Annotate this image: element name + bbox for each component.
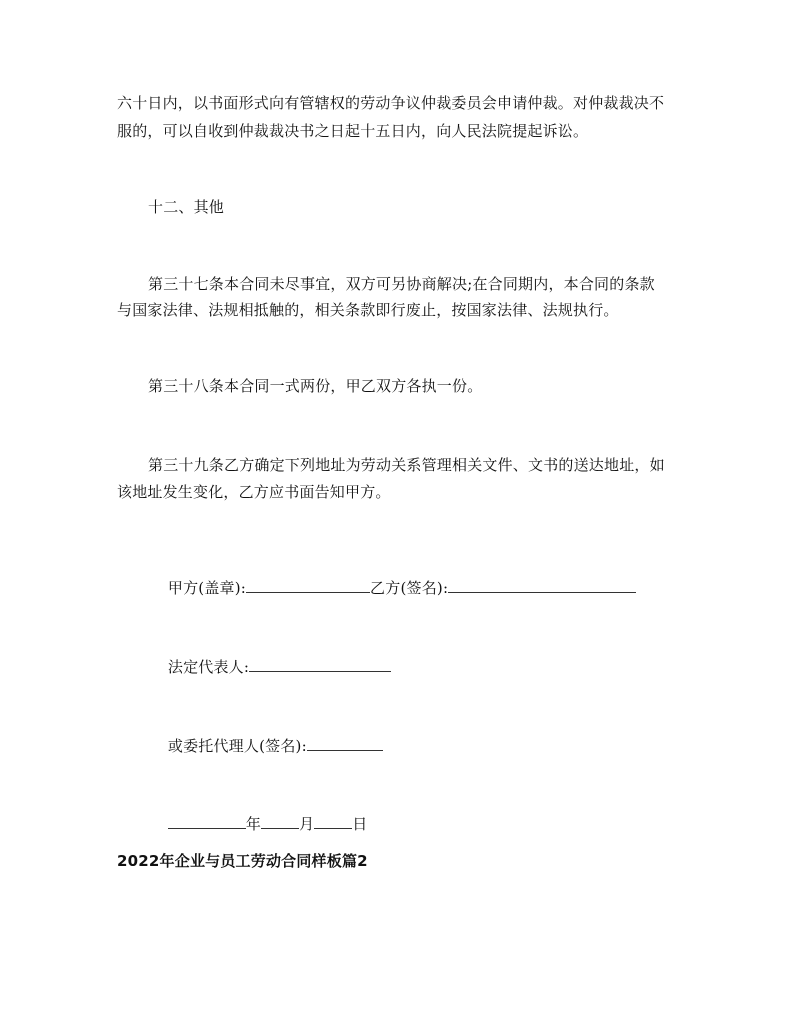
party-b-label: 乙方(签名): xyxy=(370,579,449,597)
article-38: 第三十八条本合同一式两份，甲乙双方各执一份。 xyxy=(148,377,483,395)
paragraph-line: 服的，可以自收到仲裁裁决书之日起十五日内，向人民法院提起诉讼。 xyxy=(117,122,589,140)
section-title: 十二、其他 xyxy=(148,198,225,216)
day-blank[interactable] xyxy=(314,814,352,829)
article-37-line: 第三十七条本合同未尽事宜，双方可另协商解决;在合同期内，本合同的条款 xyxy=(148,275,655,293)
month-blank[interactable] xyxy=(261,814,299,829)
month-label: 月 xyxy=(299,815,315,833)
signature-row-legal-rep xyxy=(148,637,391,697)
agent-signature-blank[interactable] xyxy=(307,736,383,751)
signature-row-parties xyxy=(148,558,636,618)
date-row xyxy=(148,794,367,854)
legal-rep-label: 法定代表人: xyxy=(167,658,250,676)
article-39-line: 第三十九条乙方确定下列地址为劳动关系管理相关文件、文书的送达地址，如 xyxy=(148,456,665,474)
agent-label: 或委托代理人(签名): xyxy=(167,737,307,755)
article-39-line: 该地址发生变化，乙方应书面告知甲方。 xyxy=(117,483,391,501)
party-b-signature-blank[interactable] xyxy=(448,578,636,593)
day-label: 日 xyxy=(352,815,368,833)
party-a-signature-blank[interactable] xyxy=(246,578,370,593)
paragraph-line: 六十日内，以书面形式向有管辖权的劳动争议仲裁委员会申请仲裁。对仲裁裁决不 xyxy=(117,94,665,112)
article-37-line: 与国家法律、法规相抵触的，相关条款即行废止，按国家法律、法规执行。 xyxy=(117,301,619,319)
signature-row-agent xyxy=(148,716,383,776)
next-section-heading: 2022年企业与员工劳动合同样板篇2 xyxy=(117,852,368,870)
year-label: 年 xyxy=(245,815,262,833)
year-blank[interactable] xyxy=(168,814,246,829)
party-a-label: 甲方(盖章): xyxy=(167,579,247,597)
legal-rep-signature-blank[interactable] xyxy=(249,657,391,672)
